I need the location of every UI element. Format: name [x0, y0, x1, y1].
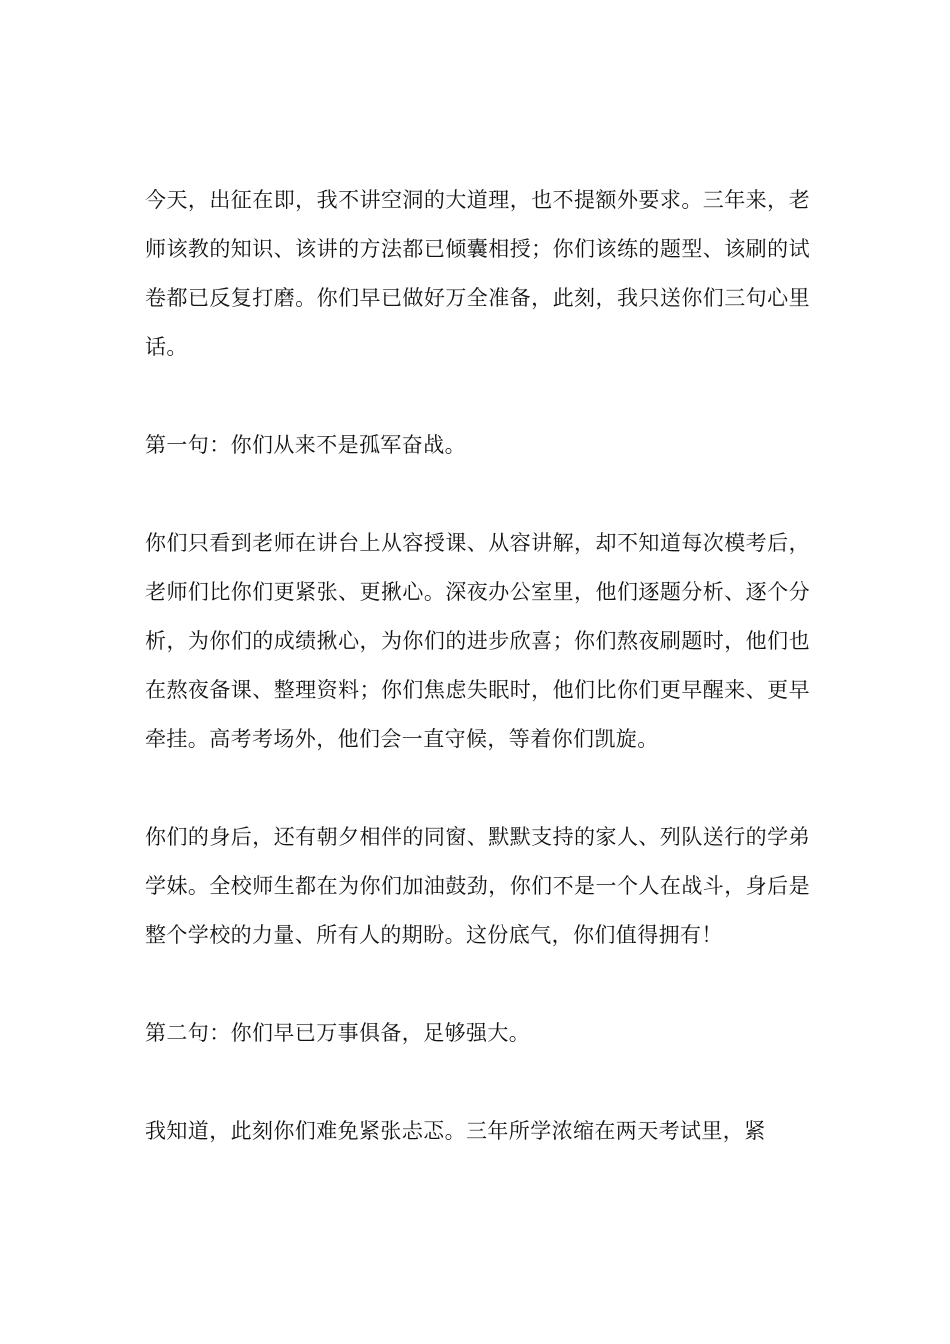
paragraph-support: 你们的身后，还有朝夕相伴的同窗、默默支持的家人、列队送行的学弟学妹。全校师生都在为你们加油鼓劲，你们不是一个人在战斗，身后是整个学校的力量、所有人的期盼。这份底气，你们值得拥有！	[145, 825, 810, 947]
paragraph-spacer	[145, 764, 810, 813]
paragraph-teachers: 你们只看到老师在讲台上从容授课、从容讲解，却不知道每次模考后，老师们比你们更紧张、更揪心。深夜办公室里，他们逐题分析、逐个分析，为你们的成绩揪心，为你们的进步欣喜；你们熬夜刷题时，他们也在熬夜备课、整理资料；你们焦虑失眠时，他们比你们更早醒来、更早牵挂。高考考场外，他们会一直守候，等着你们凯旋。	[145, 531, 810, 751]
heading-first-point: 第一句：你们从来不是孤军奋战。	[145, 433, 466, 457]
paragraph-spacer	[145, 470, 810, 519]
paragraph-nervous: 我知道，此刻你们难免紧张忐忑。三年所学浓缩在两天考试里，紧	[145, 1119, 766, 1143]
paragraph-intro: 今天，出征在即，我不讲空洞的大道理，也不提额外要求。三年来，老师该教的知识、该讲的方法都已倾囊相授；你们该练的题型、该刷的试卷都已反复打磨。你们早已做好万全准备，此刻，我只送你们三句心里话。	[145, 188, 810, 359]
heading-second-point: 第二句：你们早已万事俱备，足够强大。	[145, 1021, 531, 1045]
paragraph-spacer	[145, 960, 810, 1009]
paragraph-spacer	[145, 1058, 810, 1107]
paragraph-spacer	[145, 372, 810, 421]
document-body	[145, 176, 810, 1156]
